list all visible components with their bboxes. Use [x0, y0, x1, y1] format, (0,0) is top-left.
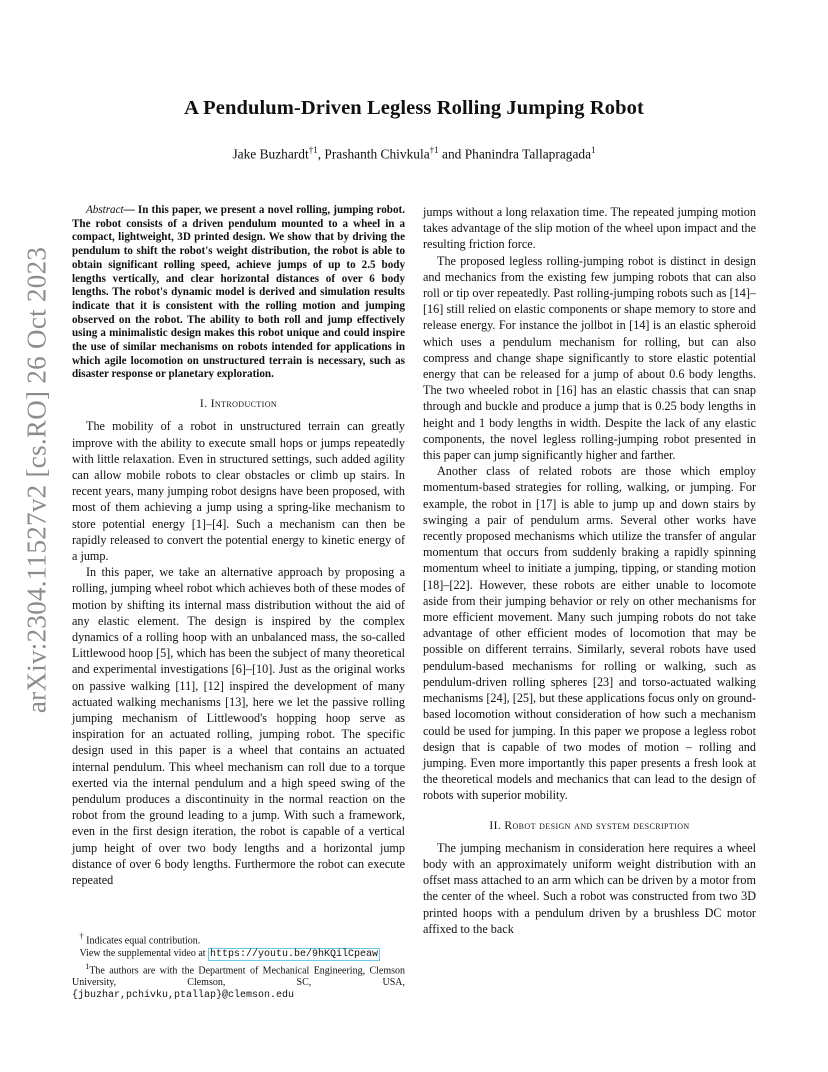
paragraph: The mobility of a robot in unstructured terrain can greatly improve with the ability to execute small hops or jumps repeatedly with little relaxation. Even in structured settings, such added agility can allow mobile robots to clear obstacles or climb up stairs. In recent years, many jumping robot designs have been proposed, with most of them achieving a jump using a spring-like mechanism to store potential energy [1]–[4]. Such a mechanism can then be rapidly released to convert the potential energy to kinetic energy of a jump.: [72, 419, 405, 563]
footnote-mark: 1: [85, 961, 90, 971]
footnote-affiliation: $^1$The authors are with the Department of Mechanical Engineering, Clemson University, Clemson, SC, USA,: [72, 961, 406, 989]
paragraph: jumps without a long relaxation time. The repeated jumping motion takes advantage of the slip motion of the wheel upon impact and the resulting friction force.: [423, 205, 756, 252]
author-mark: †1: [429, 145, 439, 155]
author-emails: {jbuzhar,pchivku,ptallap}@clemson.edu: [72, 990, 295, 1002]
abstract-text: In this paper, we present a novel rolling, jumping robot. The robot consists of a driven pendulum mounted to a wheel in a compact, lightweight, 3D printed design. We show that by driving the pendulum to shift the robot's weight distribution, the robot is able to obtain significant rolling speed, achieve jumps of up to 2.5 body lengths vertically, and clear horizontal distances of over 6 body lengths. The robot's dynamic model is derived and simulation results indicate that it is consistent with the rolling motion and jumping observed on the robot. The ability to both roll and jump effectively using a minimalistic design makes this robot unique and could inspire the use of similar mechanisms on robots intended for applications in which agile locomotion on unstructured terrain is necessary, such as disaster response or planetary exploration.: [72, 204, 405, 381]
paragraph: In this paper, we take an alternative approach by proposing a rolling, jumping wheel robot which achieves both of these modes of motion by shifting its internal mass distribution without the aid of any elastic element. The design is inspired by the complex dynamics of a rolling hoop with an unbalanced mass, the so-called Littlewood hoop [5], which has been the subject of many theoretical and experimental investigations [6]–[10]. Just as the original works on passive walking [11], [12] inspired the development of many actuated walking mechanisms [13], here we let the passive rolling jumping mechanism of Littlewood's hopping hoop serve as inspiration for an actuated rolling, jumping robot. The specific design used in this paper is a wheel that contains an actuated internal pendulum. This wheel mechanism can roll due to a torque exerted via the internal pendulum and a high speed swing of the pendulum produces a discontinuity in the normal reaction on the robot from the ground leading to a jump. With such a framework, even in the first design iteration, the robot is capable of a vertical jump height of over two body lengths and a horizontal jump distance of over 6 body lengths. Furthermore the robot can execute repeated: [72, 565, 405, 888]
author-list: [0, 145, 828, 162]
section-heading-robot-design: [423, 818, 756, 834]
section-title: Introduction: [210, 398, 278, 411]
paragraph: Another class of related robots are those which employ momentum-based strategies for rolling, walking, or jumping. For example, the robot in [17] is able to jump up and down stairs by swinging a pair of pendulum arms. Several other works have recently proposed mechanisms which utilize the transfer of angular momentum that occurs from suddenly braking a rapidly spinning momentum wheel to initiate a jumping, tipping, or standing motion [18]–[22]. However, these robots are either unable to locomote aside from their jumping behavior or rely on other mechanisms for more efficient movement. Many such jumping robots do not take advantage of other efficient modes of locomotion that may be possible on different terrains. Similarly, several robots have used pendulum-based mechanisms for rolling or walking, such as pendulum-driven rolling spheres [23] and torso-actuated walking mechanisms [24], [25], but these applications focus only on ground-based locomotion without consideration of how such a mechanism could be used for jumping. In this paper we propose a legless robot design that is capable of two modes of motion – rolling and jumping. Even more importantly this paper presents a fresh look at the theoretical models and mechanics that can lead to the design of robots with superior mobility.: [423, 464, 756, 803]
author-mark: 1: [591, 145, 596, 155]
footnotes: [72, 931, 405, 1003]
author-name: Jake Buzhardt: [232, 146, 309, 162]
abstract: [72, 204, 405, 382]
section-number: II.: [489, 819, 505, 832]
author-name: Prashanth Chivkula: [324, 146, 430, 162]
arxiv-stamp-text: arXiv:2304.11527v2 [cs.RO] 26 Oct 2023: [21, 246, 52, 714]
author-mark: †1: [308, 145, 318, 155]
footnote-equal-contribution: † Indicates equal contribution.: [79, 932, 201, 947]
section-title: Robot design and system description: [504, 819, 690, 832]
video-link[interactable]: https://youtu.be/9hKQilCpeaw: [210, 948, 379, 960]
footnote-mark: †: [79, 932, 84, 941]
abstract-dash: —: [123, 204, 138, 216]
footnote-video: View the supplemental video at https://youtu.be/9hKQilCpeaw: [79, 947, 379, 960]
footnote-emails: [72, 989, 405, 1002]
right-column: [423, 204, 756, 937]
author-separator: and: [438, 146, 465, 162]
section-number: I.: [199, 398, 211, 411]
left-column: [72, 204, 405, 888]
paper-title: A Pendulum-Driven Legless Rolling Jumping Robot: [184, 97, 644, 119]
paragraph: The proposed legless rolling-jumping robot is distinct in design and mechanics from the existing few jumping robots that can also roll or tip over repeatedly. Past rolling-jumping robots such as [14]–[16] still relied on elastic components or shape memory to store and release energy. For instance the jollbot in [14] is an elastic spheroid which uses a pendulum mechanism for rolling, but can also compress and change shape significantly to store elastic potential energy that can be released for a jump of about 0.6 body lengths. The two wheeled robot in [16] has an elastic chassis that can snap through and buckle and produce a jump that is 0.25 body lengths in height and 1 body lengths in width. Despite the lack of any elastic components, the novel legless rolling-jumping robot presented in this paper can jump significantly higher and farther.: [423, 253, 756, 463]
author-name: Phanindra Tallapragada: [464, 146, 592, 162]
section-heading-introduction: [72, 396, 405, 412]
abstract-label: Abstract: [86, 204, 124, 216]
paragraph: The jumping mechanism in consideration here requires a wheel body with an approximately uniform weight distribution with an offset mass attached to an arm which can be driven by a motor from the center of the wheel. Such a robot was constructed from two 3D printed hoops with a pendulum driven by a brushless DC motor affixed to the back: [423, 840, 756, 936]
author-separator: ,: [317, 146, 325, 162]
